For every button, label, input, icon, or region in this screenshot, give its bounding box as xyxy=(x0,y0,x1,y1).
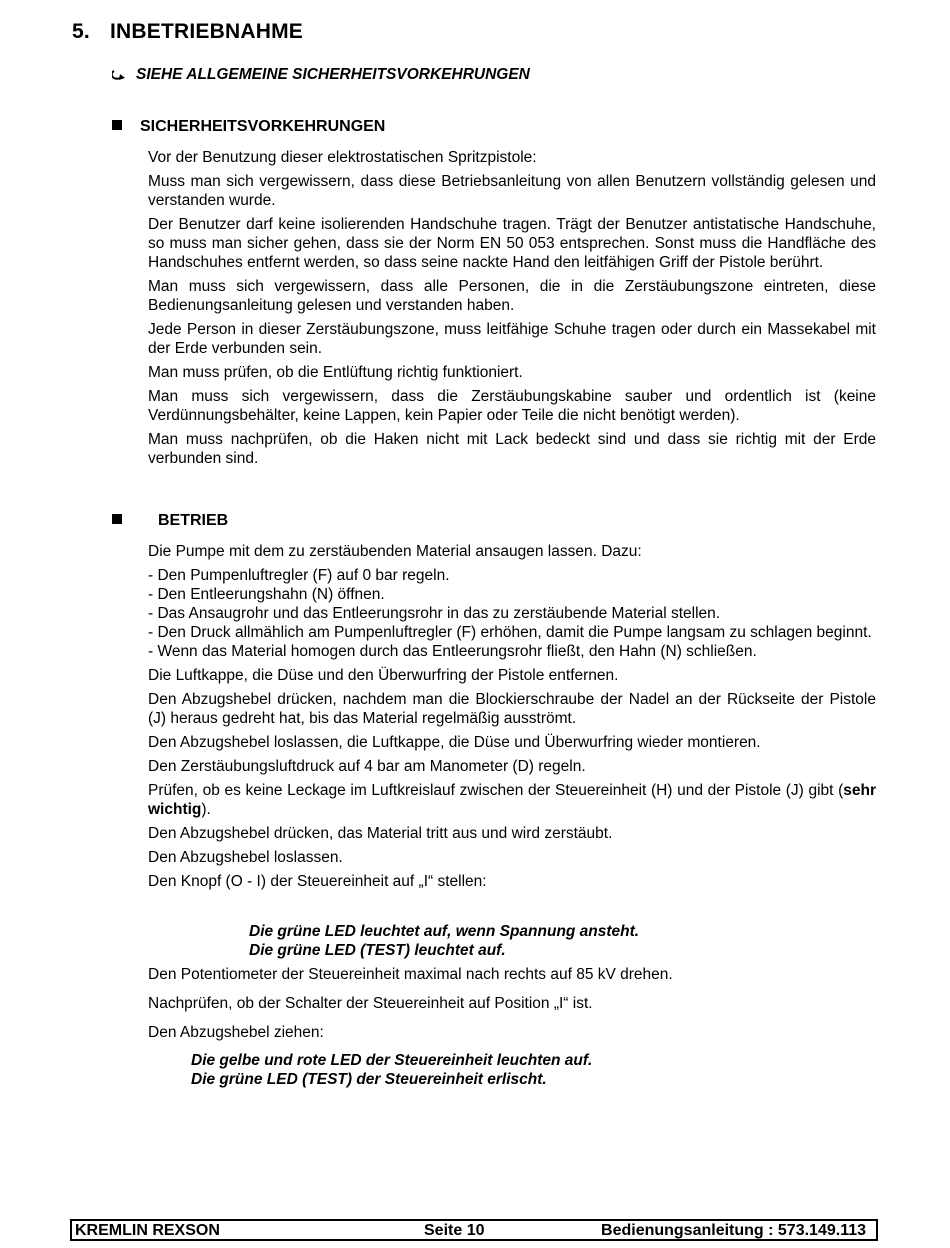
section-heading-operation xyxy=(112,512,228,530)
section-title: SICHERHEITSVORKEHRUNGEN xyxy=(140,118,386,135)
paragraph: Die Pumpe mit dem zu zerstäubenden Material ansaugen lassen. Dazu: xyxy=(148,543,642,560)
paragraph-text: ). xyxy=(201,801,211,818)
paragraph: Den Abzugshebel ziehen: xyxy=(148,1024,324,1041)
paragraph: Den Abzugshebel drücken, nachdem man die Blockierschraube der Nadel an der Rückseite der Pistole (J) heraus gedreht hat, bis das Material regelmäßig ausströmt. xyxy=(148,691,876,727)
paragraph: Der Benutzer darf keine isolierenden Handschuhe tragen. Trägt der Benutzer antistatische Handschuhe, so muss man sicher gehen, dass sie der Norm EN 50 053 entsprechen. Sonst muss die Handfläche des Handschuhes entfernt werden, so dass seine nackte Hand den leitfähigen Griff der Pistole berührt. xyxy=(148,216,876,271)
led-note-1 xyxy=(249,922,639,960)
note-line: Die grüne LED (TEST) der Steuereinheit erlischt. xyxy=(191,1071,547,1088)
paragraph: Die Luftkappe, die Düse und den Überwurfring der Pistole entfernen. xyxy=(148,667,619,684)
paragraph: Den Potentiometer der Steuereinheit maximal nach rechts auf 85 kV drehen. xyxy=(148,966,673,983)
paragraph: Man muss sich vergewissern, dass die Zerstäubungskabine sauber und ordentlich ist (keine Verdünnungsbehälter, keine Lappen, kein Papier oder Teile die nicht benötigt werden). xyxy=(148,388,876,424)
led-note-2 xyxy=(191,1051,592,1089)
paragraph: Man muss sich vergewissern, dass alle Personen, die in die Zerstäubungszone eintreten, diese Bedienungsanleitung gelesen und verstanden haben. xyxy=(148,278,876,314)
list-item: - Den Druck allmählich am Pumpenluftregler (F) erhöhen, damit die Pumpe langsam zu schlagen beginnt. xyxy=(148,624,872,641)
paragraph: Vor der Benutzung dieser elektrostatischen Spritzpistole: xyxy=(148,149,537,166)
list-item: - Den Pumpenluftregler (F) auf 0 bar regeln. xyxy=(148,567,450,584)
see-also-text: SIEHE ALLGEMEINE SICHERHEITSVORKEHRUNGEN xyxy=(136,66,530,83)
chapter-title: INBETRIEBNAHME xyxy=(110,20,303,43)
chapter-heading xyxy=(72,20,303,44)
operation-paragraphs xyxy=(148,542,876,896)
list-item: - Wenn das Material homogen durch das Entleerungsrohr fließt, den Hahn (N) schließen. xyxy=(148,643,757,660)
page-footer xyxy=(70,1219,878,1241)
paragraph: Jede Person in dieser Zerstäubungszone, muss leitfähige Schuhe tragen oder durch ein Massekabel mit der Erde verbunden sein. xyxy=(148,321,876,357)
note-line: Die gelbe und rote LED der Steuereinheit leuchten auf. xyxy=(191,1052,593,1069)
emphasis-text: sehr wichtig xyxy=(148,782,876,818)
footer-company: KREMLIN REXSON xyxy=(75,1222,220,1239)
section-title: BETRIEB xyxy=(158,512,229,529)
list-item: - Das Ansaugrohr und das Entleerungsrohr in das zu zerstäubende Material stellen. xyxy=(148,605,721,622)
list-item: - Den Entleerungshahn (N) öffnen. xyxy=(148,586,385,603)
paragraph xyxy=(148,781,876,819)
footer-manual-number: Bedienungsanleitung : 573.149.113 xyxy=(601,1222,866,1239)
curved-arrow-icon xyxy=(112,66,136,84)
square-bullet-icon xyxy=(112,120,122,130)
safety-paragraphs xyxy=(148,148,876,473)
paragraph: Den Abzugshebel loslassen, die Luftkappe, die Düse und Überwurfring wieder montieren. xyxy=(148,734,761,751)
paragraph: Nachprüfen, ob der Schalter der Steuereinheit auf Position „I“ ist. xyxy=(148,995,593,1012)
paragraph-text: Prüfen, ob es keine Leckage im Luftkreislauf zwischen der Steuereinheit (H) und der Pistole (J) gibt ( xyxy=(148,782,844,799)
note-line: Die grüne LED (TEST) leuchtet auf. xyxy=(249,942,506,959)
paragraph: Den Zerstäubungsluftdruck auf 4 bar am Manometer (D) regeln. xyxy=(148,758,586,775)
square-bullet-icon xyxy=(112,514,122,524)
paragraph: Den Knopf (O - I) der Steuereinheit auf „I“ stellen: xyxy=(148,873,487,890)
paragraph: Man muss nachprüfen, ob die Haken nicht mit Lack bedeckt sind und dass sie richtig mit der Erde verbunden sind. xyxy=(148,431,876,467)
section-heading-safety xyxy=(112,118,385,136)
operation-paragraphs-2 xyxy=(148,965,876,1047)
see-also-reference xyxy=(112,66,530,84)
paragraph: Den Abzugshebel drücken, das Material tritt aus und wird zerstäubt. xyxy=(148,825,613,842)
footer-page-number: Seite 10 xyxy=(424,1222,485,1239)
paragraph: Den Abzugshebel loslassen. xyxy=(148,849,343,866)
note-line: Die grüne LED leuchtet auf, wenn Spannung ansteht. xyxy=(249,923,640,940)
paragraph: Muss man sich vergewissern, dass diese Betriebsanleitung von allen Benutzern vollständig gelesen und verstanden wurde. xyxy=(148,173,876,209)
paragraph: Man muss prüfen, ob die Entlüftung richtig funktioniert. xyxy=(148,364,523,381)
step-list xyxy=(148,566,876,661)
chapter-number: 5. xyxy=(72,20,90,43)
